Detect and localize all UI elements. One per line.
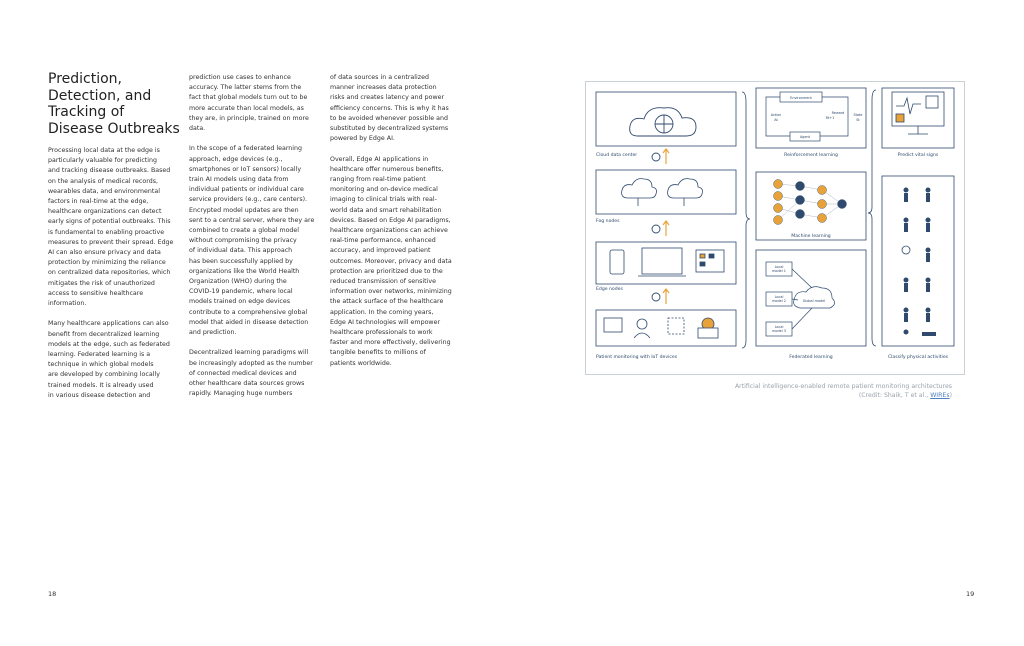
patient-icon — [604, 318, 718, 338]
rl-state-label: State — [853, 113, 863, 117]
architecture-diagram — [586, 82, 964, 374]
label-edge: Edge nodes — [596, 287, 623, 292]
fl-local-model-1: Local model 1 — [772, 265, 786, 273]
caption-line-1: Artificial intelligence-enabled remote patient monitoring architectures — [734, 383, 952, 390]
ml-box — [756, 172, 866, 240]
page-number-left: 18 — [48, 590, 57, 598]
activities-box — [882, 176, 954, 346]
paragraph: Overall, Edge AI applications in healthcare offer numerous benefits, ranging from real-time patient monitoring and on-device medical imaging to clinical trials with real- world data and smart rehabilitation devices. Based on Edge AI paradigms, healthcare organizations can achieve real-time performance, enhanced accuracy, and improved patient outcomes. Moreover, privacy and data protection are prioritized due to the reduced transmission of sensitive information over networks, minimizing the attack surface of the healthcare application. In the coming years, Edge AI technologies will empower healthcare professionals to work faster and more effectively, delivering tangible benefits to millions of patients worldwide. — [330, 155, 452, 367]
label-patient-monitoring: Patient monitoring with IoT devices — [596, 355, 678, 360]
vital-signs-monitor-icon — [892, 92, 944, 134]
paragraph: Many healthcare applications can also benefit from decentralized learning models at the edge, such as federated learning. Federated learning is a technique in which global models are developed by combining locally trained models. It is already used in various disease detection and — [48, 320, 170, 399]
figure-caption — [600, 382, 952, 400]
rl-reward-label: Reward — [831, 111, 845, 115]
fog-node-icon — [622, 179, 703, 206]
edge-device-icon — [610, 248, 724, 276]
label-predict-vitals: Predict vital signs — [897, 153, 939, 158]
rl-state-sub: St — [856, 118, 860, 122]
text-column-1 — [48, 146, 182, 411]
cloud-icon — [630, 108, 696, 136]
paragraph: In the scope of a federated learning approach, edge devices (e.g., smartphones or IoT sensors) locally train AI models using data from individual patients or individual care service providers (e.g., care centers). Encrypted model updates are then sent to a central server, where they are combined to create a global model without compromising the privacy of individual data. This approach has been successfully applied by organizations like the World Health Organization (WHO) during the COVID-19 pandemic, where local models trained on edge devices contribute to a comprehensive global model that aided in disease detection and prediction. — [189, 145, 315, 337]
label-classify-activities: Classify physical activities — [887, 355, 949, 360]
label-reinforcement-learning: Reinforcement learning — [784, 153, 838, 158]
fl-global-model: Global model — [802, 299, 826, 303]
fl-local-model-3: Local model 3 — [772, 325, 786, 333]
paragraph: prediction use cases to enhance accuracy. The latter stems from the fact that global models turn out to be more accurate than local models, as they are, in principle, trained on more data. — [189, 74, 309, 133]
neural-network-icon — [774, 180, 847, 225]
rl-action-sub: At — [774, 118, 778, 122]
label-fog: Fog nodes — [596, 219, 620, 224]
wires-link[interactable]: WIREs — [930, 392, 950, 399]
paragraph: Decentralized learning paradigms will be increasingly adopted as the number of connected medical devices and other healthcare data sources grows rapidly. Managing huge numbers — [189, 349, 313, 398]
section-title: Prediction, Detection, and Tracking of Disease Outbreaks — [48, 71, 180, 137]
text-column-2 — [189, 73, 323, 410]
right-brace — [868, 90, 876, 346]
label-machine-learning: Machine learning — [791, 234, 831, 239]
caption-close: ) — [949, 392, 952, 399]
rl-action-label: Action — [770, 113, 782, 117]
paragraph: of data sources in a centralized manner increases data protection risks and creates latency and power efficiency concerns. This is why it has to be avoided whenever possible and substituted by decentralized systems powered by Edge AI. — [330, 74, 449, 143]
label-cloud: Cloud data center — [596, 153, 638, 158]
left-brace — [742, 92, 750, 348]
rl-environment-label: Environment — [790, 96, 812, 100]
caption-line-2 — [600, 391, 952, 400]
fog-box — [596, 170, 736, 214]
architecture-figure — [585, 81, 965, 375]
sync-arrows-icon — [652, 149, 669, 304]
text-column-3 — [330, 73, 464, 379]
rl-agent-label: Agent — [799, 135, 811, 139]
fl-local-model-2: Local model 2 — [772, 295, 786, 303]
label-federated-learning: Federated learning — [789, 355, 833, 360]
rl-reward-sub: Rt+1 — [825, 116, 835, 120]
page-number-right: 19 — [966, 590, 975, 598]
caption-credit: (Credit: Shaik, T et al., — [858, 392, 931, 399]
paragraph: Processing local data at the edge is particularly valuable for predicting and tracking disease outbreaks. Based on the analysis of medical records, wearables data, and environmental factors in real-time at the edge, healthcare organizations can detect early signs of potential outbreaks. This is fundamental to enabling proactive measures to prevent their spread. Edge AI can also ensure privacy and data protection by minimizing the reliance on centralized data repositories, which mitigates the risk of unauthorized access to sensitive healthcare information. — [48, 147, 174, 308]
activity-figures-icon — [902, 188, 936, 337]
